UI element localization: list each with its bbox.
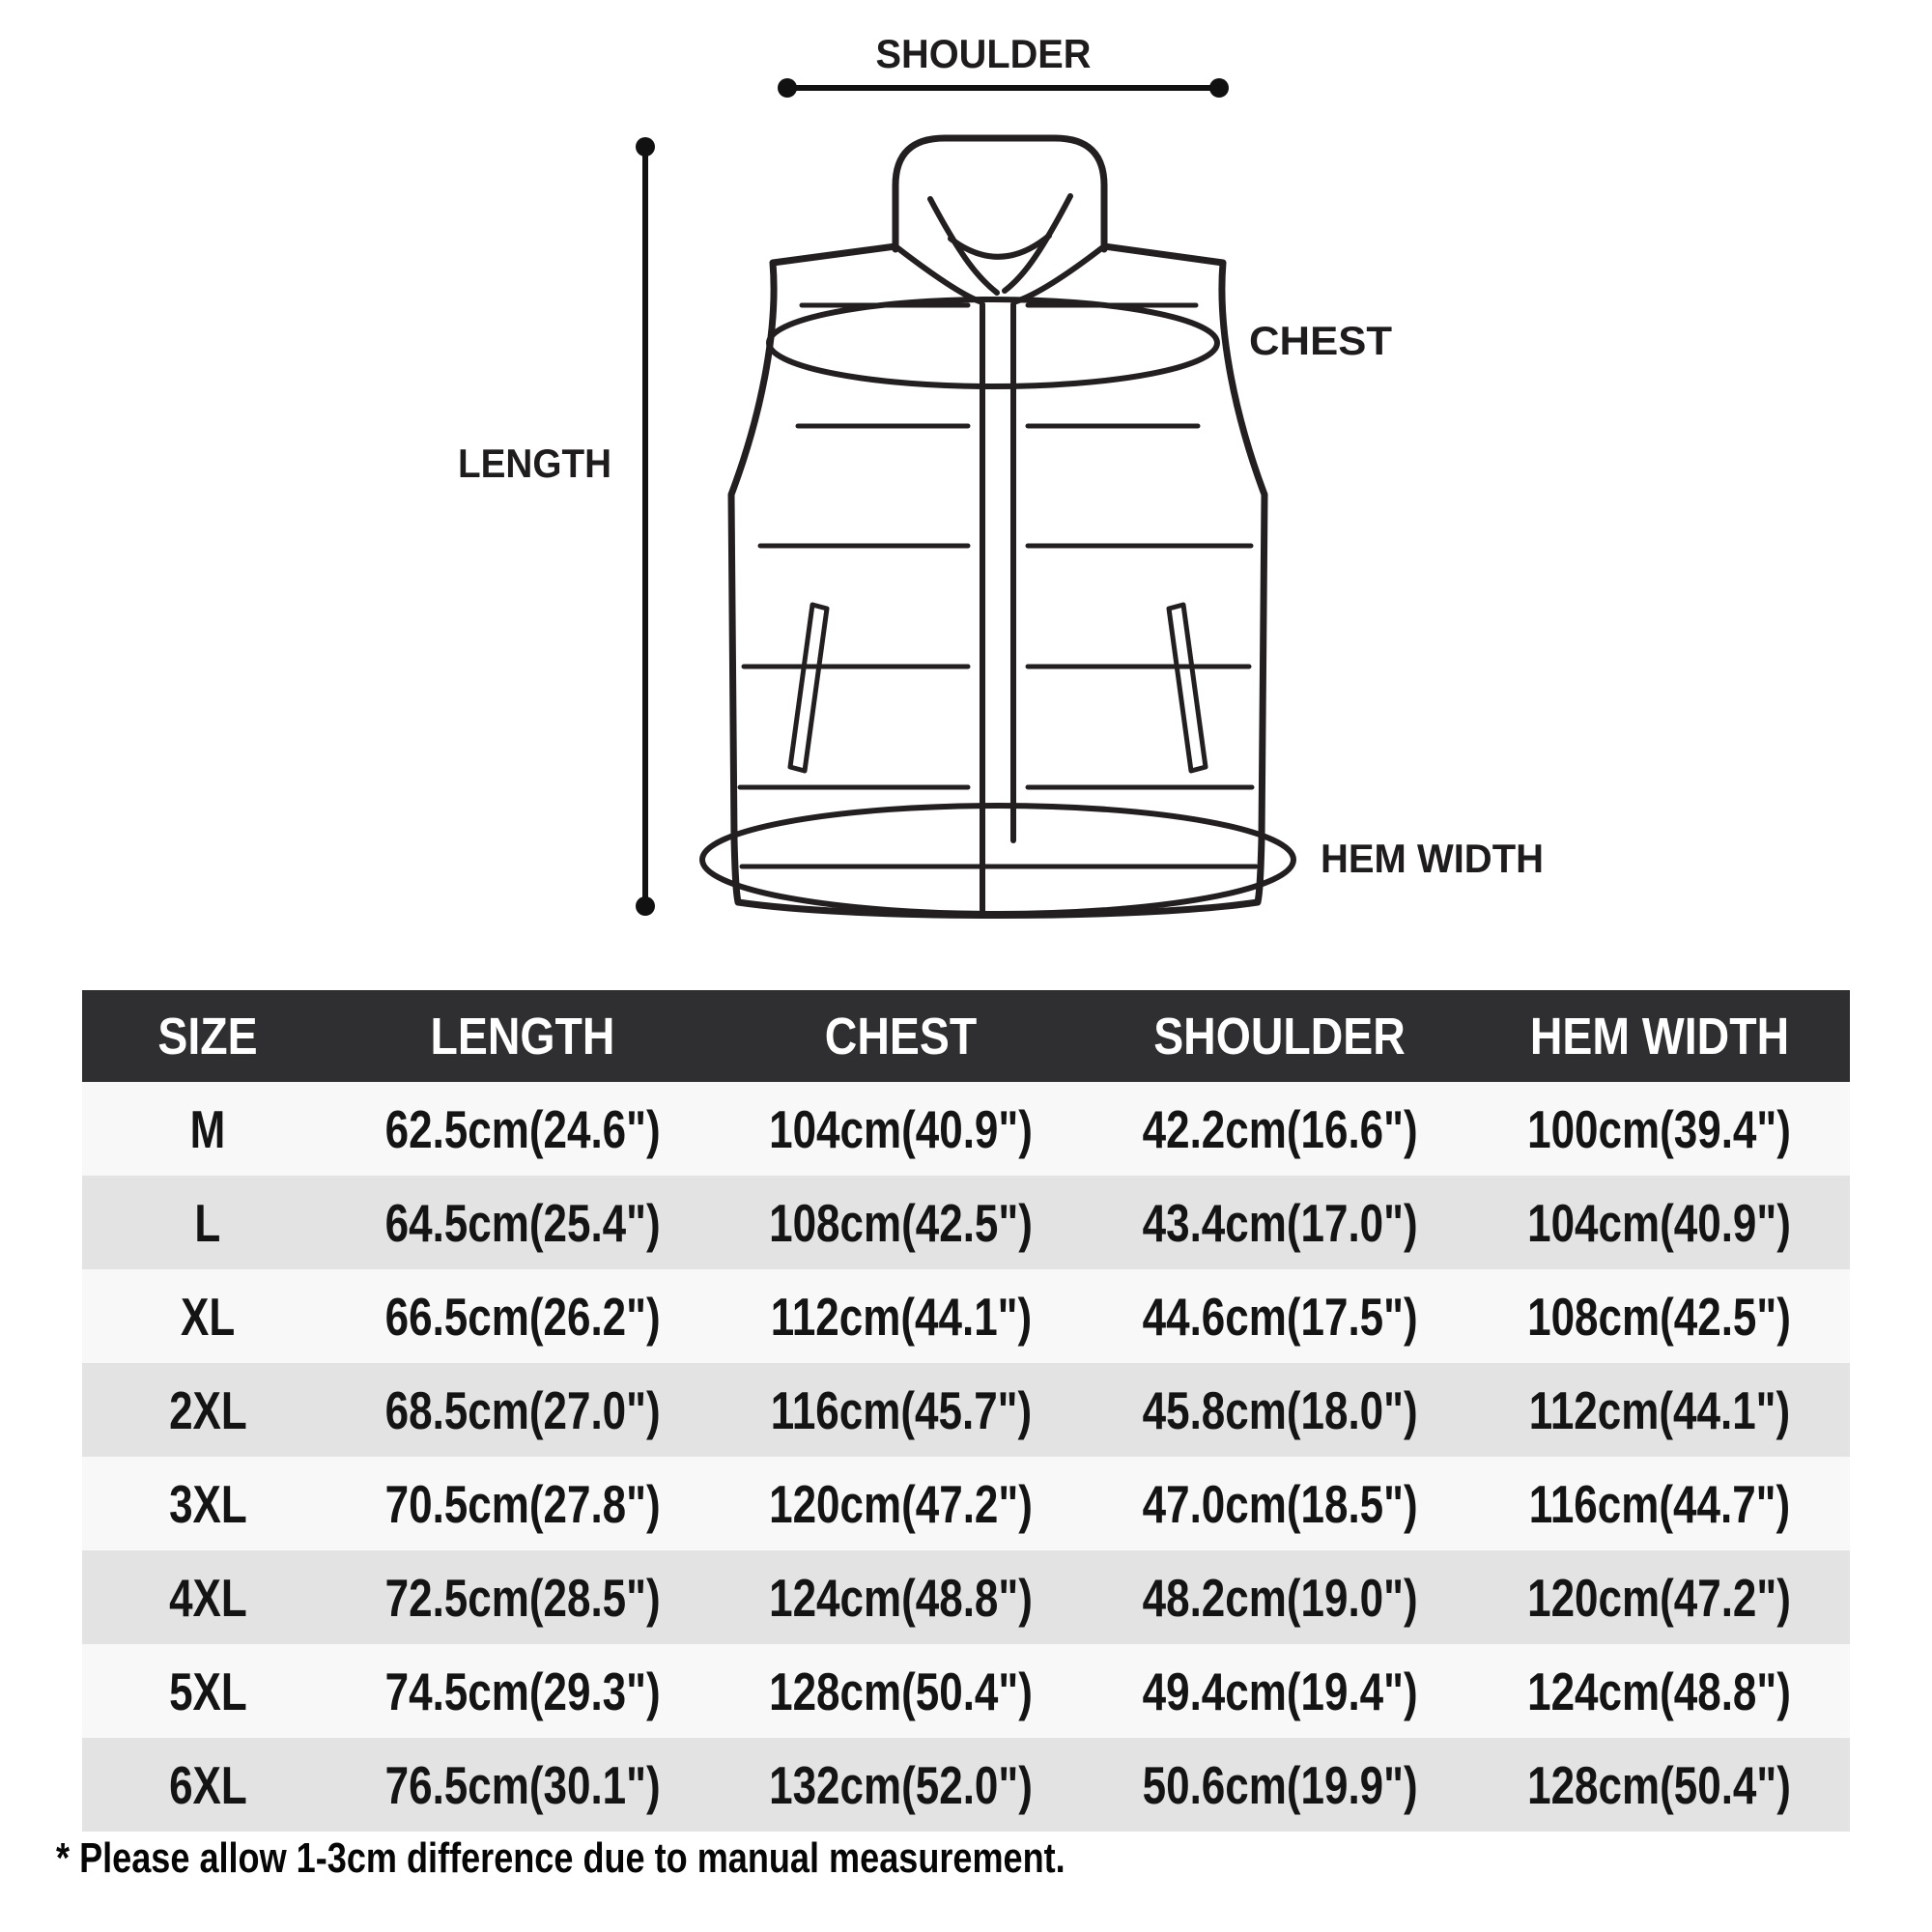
shoulder-value: 48.2cm(19.0") <box>1142 1567 1418 1628</box>
length-value: 74.5cm(29.3") <box>384 1661 661 1721</box>
table-row-xl <box>82 1269 1850 1363</box>
length-value: 70.5cm(27.8") <box>384 1473 661 1534</box>
table-row-5xl <box>82 1644 1850 1738</box>
cell-size <box>82 1082 333 1176</box>
length-value: 66.5cm(26.2") <box>384 1286 661 1347</box>
cell-size <box>82 1738 333 1832</box>
collar-neckline-right <box>1016 246 1104 301</box>
hem-width-value: 116cm(44.7") <box>1528 1473 1791 1534</box>
length-value: 68.5cm(27.0") <box>384 1379 661 1440</box>
shoulder-measure-line <box>778 78 1229 98</box>
cell-shoulder <box>1091 1363 1469 1457</box>
chest-value: 124cm(48.8") <box>769 1567 1034 1628</box>
cell-size <box>82 1269 333 1363</box>
table-row-3xl <box>82 1457 1850 1550</box>
size-value: 5XL <box>168 1661 247 1721</box>
cell-chest <box>712 1269 1091 1363</box>
cell-size <box>82 1176 333 1269</box>
chest-value: 112cm(44.1") <box>770 1286 1033 1347</box>
size-value: 4XL <box>168 1567 247 1628</box>
cell-size <box>82 1457 333 1550</box>
pocket-right <box>1169 605 1206 771</box>
cell-hem-width <box>1469 1082 1850 1176</box>
column-header: CHEST <box>825 1007 978 1065</box>
shoulder-value: 44.6cm(17.5") <box>1142 1286 1418 1347</box>
cell-length <box>333 1082 712 1176</box>
quilt-lines <box>740 305 1256 867</box>
size-value: M <box>189 1098 226 1159</box>
shoulder-value: 47.0cm(18.5") <box>1142 1473 1418 1534</box>
cell-hem-width <box>1469 1176 1850 1269</box>
column-header: SIZE <box>157 1007 258 1065</box>
chest-label: CHEST <box>1249 318 1393 363</box>
hem-width-label: HEM WIDTH <box>1321 836 1544 881</box>
hem-ellipse <box>702 806 1293 914</box>
hem-width-value: 100cm(39.4") <box>1527 1098 1792 1159</box>
size-chart-table <box>82 990 1850 1832</box>
cell-shoulder <box>1091 1457 1469 1550</box>
header-cell-chest <box>712 990 1091 1082</box>
table-header-row <box>82 990 1850 1082</box>
chest-value: 108cm(42.5") <box>769 1192 1034 1253</box>
shoulder-value: 50.6cm(19.9") <box>1142 1754 1418 1815</box>
cell-shoulder <box>1091 1550 1469 1644</box>
cell-shoulder <box>1091 1082 1469 1176</box>
cell-chest <box>712 1550 1091 1644</box>
hem-width-value: 124cm(48.8") <box>1527 1661 1792 1721</box>
cell-chest <box>712 1738 1091 1832</box>
size-value: 2XL <box>168 1379 247 1440</box>
hem-width-value: 112cm(44.1") <box>1528 1379 1791 1440</box>
cell-hem-width <box>1469 1457 1850 1550</box>
shoulder-value: 43.4cm(17.0") <box>1142 1192 1418 1253</box>
cell-shoulder <box>1091 1176 1469 1269</box>
size-value: 3XL <box>168 1473 247 1534</box>
length-measure-line <box>636 137 655 916</box>
length-label: LENGTH <box>458 440 611 486</box>
cell-length <box>333 1457 712 1550</box>
chest-value: 120cm(47.2") <box>769 1473 1034 1534</box>
hem-width-value: 128cm(50.4") <box>1527 1754 1792 1815</box>
cell-length <box>333 1363 712 1457</box>
cell-length <box>333 1550 712 1644</box>
chest-value: 132cm(52.0") <box>769 1754 1034 1815</box>
chest-value: 104cm(40.9") <box>769 1098 1034 1159</box>
cell-hem-width <box>1469 1269 1850 1363</box>
shoulder-value: 42.2cm(16.6") <box>1142 1098 1418 1159</box>
hem-width-value: 104cm(40.9") <box>1527 1192 1792 1253</box>
header-cell-length <box>333 990 712 1082</box>
length-value: 76.5cm(30.1") <box>384 1754 661 1815</box>
cell-shoulder <box>1091 1269 1469 1363</box>
cell-chest <box>712 1176 1091 1269</box>
column-header: HEM WIDTH <box>1529 1007 1790 1065</box>
cell-hem-width <box>1469 1363 1850 1457</box>
pocket-left <box>790 605 827 771</box>
cell-chest <box>712 1644 1091 1738</box>
collar-neckline-left <box>895 246 980 301</box>
table-row-4xl <box>82 1550 1850 1644</box>
header-cell-hem-width <box>1469 990 1850 1082</box>
chest-value: 128cm(50.4") <box>769 1661 1034 1721</box>
cell-chest <box>712 1457 1091 1550</box>
cell-length <box>333 1738 712 1832</box>
cell-length <box>333 1644 712 1738</box>
cell-size <box>82 1363 333 1457</box>
size-value: L <box>194 1192 221 1253</box>
chest-value: 116cm(45.7") <box>770 1379 1033 1440</box>
column-header: LENGTH <box>430 1007 615 1065</box>
measurement-disclaimer <box>56 1834 1698 1883</box>
cell-shoulder <box>1091 1738 1469 1832</box>
cell-chest <box>712 1363 1091 1457</box>
cell-size <box>82 1550 333 1644</box>
length-value: 62.5cm(24.6") <box>384 1098 661 1159</box>
cell-chest <box>712 1082 1091 1176</box>
cell-length <box>333 1269 712 1363</box>
length-value: 64.5cm(25.4") <box>384 1192 661 1253</box>
cell-shoulder <box>1091 1644 1469 1738</box>
cell-length <box>333 1176 712 1269</box>
cell-hem-width <box>1469 1550 1850 1644</box>
zipper <box>982 304 1013 914</box>
shoulder-value: 45.8cm(18.0") <box>1142 1379 1418 1440</box>
column-header: SHOULDER <box>1153 1007 1406 1065</box>
hem-width-value: 108cm(42.5") <box>1527 1286 1792 1347</box>
table-row-2xl <box>82 1363 1850 1457</box>
header-cell-size <box>82 990 333 1082</box>
shoulder-value: 49.4cm(19.4") <box>1142 1661 1418 1721</box>
length-value: 72.5cm(28.5") <box>384 1567 661 1628</box>
header-cell-shoulder <box>1091 990 1469 1082</box>
shoulder-label: SHOULDER <box>875 31 1092 76</box>
size-value: 6XL <box>168 1754 247 1815</box>
table-row-l <box>82 1176 1850 1269</box>
hem-width-value: 120cm(47.2") <box>1527 1567 1792 1628</box>
measurement-disclaimer-text: * Please allow 1-3cm difference due to manual measurement. <box>56 1834 1065 1882</box>
cell-size <box>82 1644 333 1738</box>
collar-outline <box>895 138 1104 249</box>
cell-hem-width <box>1469 1738 1850 1832</box>
size-value: XL <box>180 1286 236 1347</box>
chest-ellipse <box>769 299 1217 386</box>
cell-hem-width <box>1469 1644 1850 1738</box>
table-row-m <box>82 1082 1850 1176</box>
table-row-6xl <box>82 1738 1850 1832</box>
